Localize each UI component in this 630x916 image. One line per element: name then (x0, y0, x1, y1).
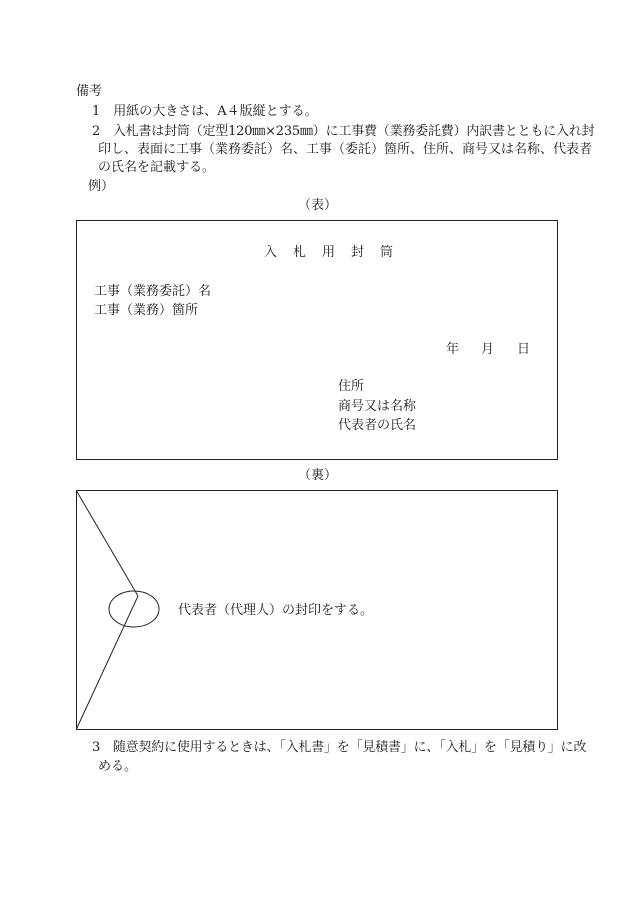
seal-note: 代表者（代理人）の封印をする。 (178, 603, 374, 618)
remark-item-2-line-2: 印し、表面に工事（業務委託）名、工事（委託）箇所、住所、商号又は名称、代表者 (98, 142, 593, 157)
company-label: 商号又は名称 (338, 399, 417, 414)
remarks-heading: 備考 (76, 84, 103, 99)
address-label: 住所 (338, 379, 365, 394)
remark-item-2-line-3: の氏名を記載する。 (98, 160, 216, 175)
representative-label: 代表者の氏名 (338, 418, 417, 433)
envelope-title: 入札用封筒 (264, 245, 410, 260)
project-name-label: 工事（業務委託）名 (94, 284, 212, 299)
date-month: 月 (481, 342, 495, 357)
date-day: 日 (517, 342, 531, 357)
remark-item-3-line-2: める。 (98, 759, 138, 774)
front-caption: （表） (298, 198, 338, 213)
remark-item-2-line-1: 2 入札書は封筒（定型120㎜×235㎜）に工事費（業務委託費）内訳書とともに入れ封 (92, 124, 595, 139)
remark-item-3-line-1: 3 随意契約に使用するときは、「入札書」を「見積書」に、「入札」を「見積り」に改 (92, 740, 587, 755)
example-label: 例） (88, 179, 115, 194)
back-caption: （裏） (298, 468, 338, 483)
remark-item-1: 1 用紙の大きさは、A４版縦とする。 (92, 104, 318, 119)
seal-circle (109, 591, 159, 627)
date-year: 年 (446, 342, 460, 357)
project-location-label: 工事（業務）箇所 (94, 303, 199, 318)
envelope-flap-lines (76, 490, 138, 730)
